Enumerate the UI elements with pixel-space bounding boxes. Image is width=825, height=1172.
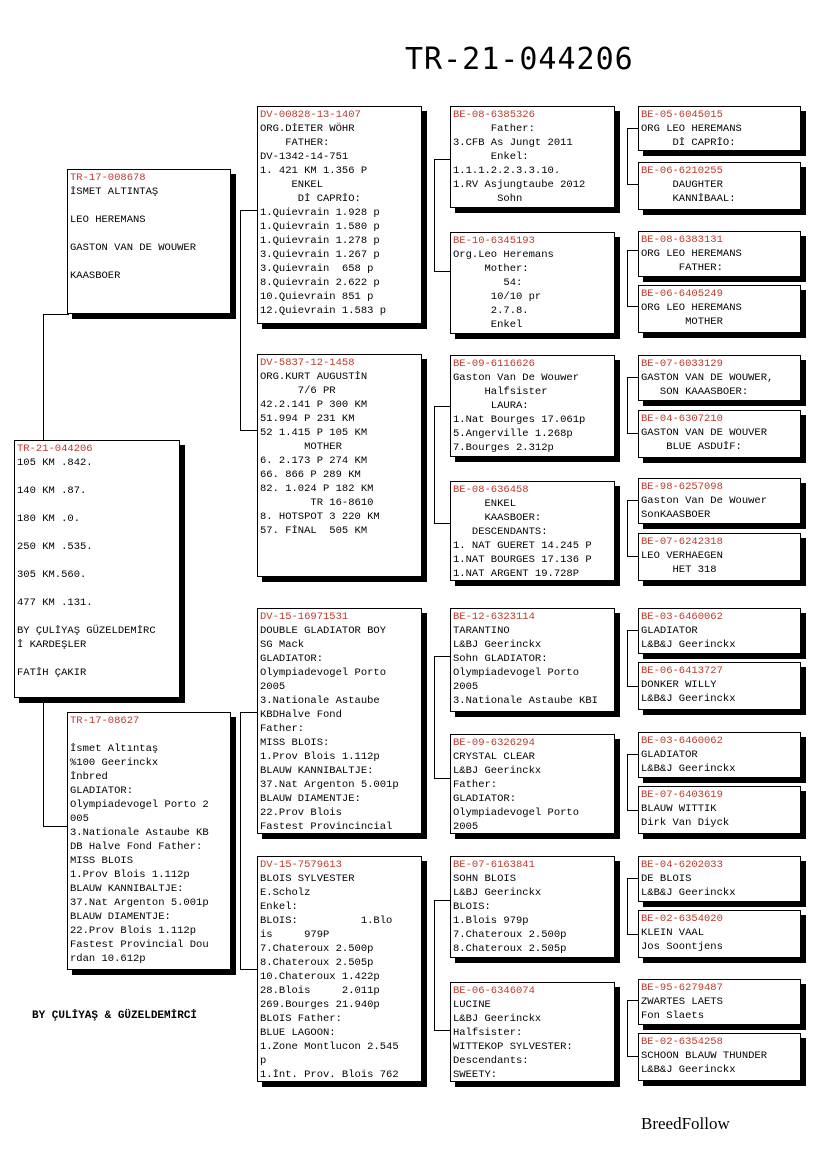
card-text-line [17,498,177,512]
ring-number: BE-98-6257098 [641,481,723,493]
connector-line [43,698,44,826]
card-text-line: BLAUW DIAMENTJE: [260,793,361,805]
card-text-line: Jos Soontjens [641,941,723,953]
card-text-line: 10.Quievrain 851 p [260,291,374,303]
ring-number: BE-07-6163841 [453,859,535,871]
pedigree-card-g15[interactable] [638,979,801,1025]
pedigree-card-ss-sire[interactable] [450,106,615,208]
connector-line [43,826,69,827]
card-text-line: 37.Nat Argenton 5.001p [260,779,399,791]
pedigree-card-g8[interactable] [638,533,801,581]
card-text-line [70,728,228,742]
card-text-line: DB Halve Fond Father: [70,841,203,853]
card-text-line: 12.Quievrain 1.583 p [260,305,387,317]
card-text-line: Org.Leo Heremans [453,249,554,261]
pedigree-card-g2[interactable] [638,162,801,210]
card-text-line: E.Scholz [260,887,311,899]
ring-number: BE-95-6279487 [641,982,723,994]
card-text-line: 52 1.415 P 105 KM [260,427,368,439]
card-text-line: DE BLOIS [641,873,692,885]
card-text-line: L&B&J Geerinckx [641,639,736,651]
card-text-line: 250 KM .535. [17,541,93,553]
card-text-line: 8. HOTSPOT 3 220 KM [260,511,380,523]
card-text-line: 2005 [260,681,286,693]
card-text-line: KLEIN VAAL [641,927,705,939]
card-text-line: ZWARTES LAETS [641,996,723,1008]
pedigree-card-g16[interactable] [638,1033,801,1081]
card-text-line: BLAUW WITTIK [641,803,717,815]
connector-line [434,406,435,523]
card-text-line: GLADIATOR: [453,793,517,805]
pedigree-card-ds-dam[interactable] [450,734,615,834]
connector-line [627,1000,628,1056]
card-text-line: 1.NAT ARGENT 19.728P [453,568,580,580]
card-text-line: SOHN BLOIS [453,873,517,885]
card-text-line: 22.Prov Blois [260,807,342,819]
card-text-line: BLOIS: 1.Blo [260,915,393,927]
card-text-line: 51.994 P 231 KM [260,413,355,425]
card-text-line: Mother: [453,263,529,275]
card-text-line: 57. FİNAL 505 KM [260,525,368,537]
card-text-line: Sohn GLADIATOR: [453,653,548,665]
card-text-line: GLADIATOR: [260,653,324,665]
pedigree-card-subject[interactable] [14,440,180,698]
pedigree-card-g7[interactable] [638,478,801,524]
connector-line [240,969,258,970]
card-text-line: GLADIATOR [641,749,698,761]
card-text-line: L&B&J Geerinckx [641,887,736,899]
card-text-line: LEO HEREMANS [70,214,146,226]
card-text-line: CRYSTAL CLEAR [453,751,535,763]
card-text-line: 005 [70,813,89,825]
card-text-line: Dİ CAPRİO: [260,193,361,205]
card-text-line: ENKEL [260,179,324,191]
card-text-line [70,255,228,269]
ring-number: BE-05-6045015 [641,109,723,121]
pedigree-card-dam-sire[interactable] [257,608,422,834]
card-text-line [17,610,177,624]
card-text-line: DESCENDANTS: [453,526,548,538]
pedigree-card-g5[interactable] [638,355,801,401]
pedigree-card-sd-dam[interactable] [450,481,615,581]
ring-number: BE-10-6345193 [453,235,535,247]
card-text-line [17,526,177,540]
card-text-line: Olympiadevogel Porto [453,807,580,819]
card-text-line: Gaston Van De Wouwer [641,495,768,507]
ring-number: BE-04-6202033 [641,859,723,871]
card-text-line: 8.Chateroux 2.505p [260,957,374,969]
card-text-line: Halfsister: [453,1027,523,1039]
card-text-line: ORG.DİETER WÖHR [260,123,355,135]
connector-line [627,128,628,184]
card-text-line: 7.Bourges 2.312p [453,442,554,454]
connector-line [240,712,258,713]
card-text-line: 8.Chateroux 2.505p [453,943,567,955]
pedigree-card-sire[interactable] [67,169,231,314]
card-text-line: 8.Quievrain 2.622 p [260,277,380,289]
card-text-line: rdan 10.612p [70,953,146,965]
ring-number: BE-07-6242318 [641,536,723,548]
ring-number: BE-02-6354258 [641,1036,723,1048]
card-text-line: Olympiadevogel Porto [260,667,387,679]
connector-line [240,210,241,430]
card-text-line: SCHOON BLAUW THUNDER [641,1050,768,1062]
card-text-line: HET 318 [641,564,717,576]
ring-number: BE-08-6385326 [453,109,535,121]
pedigree-card-sd-sire[interactable] [450,355,615,457]
card-text-line: 140 KM .87. [17,485,87,497]
card-text-line: 1.Zone Montlucon 2.545 [260,1041,399,1053]
card-text-line: Enkel [453,319,523,331]
card-text-line: 1.Quievrain 1.278 p [260,235,380,247]
connector-line [434,656,435,778]
card-text-line: 477 KM .131. [17,597,93,609]
ring-number: BE-12-6323114 [453,611,535,623]
card-text-line: 1.RV Asjungtaube 2012 [453,179,586,191]
card-text-line: BY ÇULİYAŞ GÜZELDEMİRC [17,625,156,637]
card-text-line: DONKER WILLY [641,679,717,691]
card-text-line: KAASBOER [70,270,121,282]
card-text-line: 305 KM.560. [17,569,87,581]
card-text-line: SON KAAASBOER: [641,386,749,398]
connector-line [627,754,628,810]
card-text-line: 1.Prov Blois 1.112p [70,869,190,881]
card-text-line: 82. 1.024 P 182 KM [260,483,374,495]
card-text-line: 3.Quievrain 1.267 p [260,249,380,261]
ring-number: BE-03-6460062 [641,611,723,623]
card-text-line: L&B&J Geerinckx [641,1064,736,1076]
card-text-line: 1.Prov Blois 1.112p [260,751,380,763]
card-text-line: p [260,1055,267,1067]
pedigree-card-dam-dam[interactable] [257,856,422,1082]
card-text-line: İnbred [70,771,108,783]
pedigree-card-g6[interactable] [638,410,801,458]
card-text-line: 1.NAT BOURGES 17.136 P [453,554,592,566]
card-text-line: KBDHalve Fond [260,709,342,721]
ring-number: BE-09-6326294 [453,737,535,749]
card-text-line: Father: [453,779,498,791]
card-text-line [17,652,177,666]
card-text-line: SonKAASBOER [641,509,711,521]
card-text-line: LAURA: [453,400,529,412]
connector-line [627,500,628,556]
ring-number: BE-02-6354020 [641,913,723,925]
ring-number: DV-15-16971531 [260,611,349,623]
ring-number: TR-21-044206 [17,443,93,455]
card-text-line: BLAUW KANNIBALTJE: [70,883,184,895]
pedigree-card-g13[interactable] [638,856,801,902]
card-text-line: GASTON VAN DE WOUWER [70,242,197,254]
pedigree-card-g10[interactable] [638,662,801,710]
card-text-line: 1.Blois 979p [453,915,529,927]
card-text-line: L&B&J Geerinckx [641,693,736,705]
ring-number: BE-06-6346074 [453,985,535,997]
card-text-line: Enkel: [260,901,298,913]
ring-number: BE-07-6033129 [641,358,723,370]
card-text-line: 2005 [453,821,479,833]
card-text-line: DAUGHTER [641,179,723,191]
card-text-line: ORG LEO HEREMANS [641,302,742,314]
card-text-line: 5.Angerville 1.268p [453,428,573,440]
pedigree-card-g12[interactable] [638,786,801,834]
card-text-line: 1. 421 KM 1.356 P [260,165,368,177]
breeder-footer: BY ÇULİYAŞ & GÜZELDEMİRCİ [32,1010,198,1022]
card-text-line: ORG.KURT AUGUSTİN [260,371,368,383]
page-title: TR-21-044206 [405,42,634,77]
card-text-line: Descendants: [453,1055,529,1067]
card-text-line: L&BJ Geerinckx [453,887,542,899]
card-text-line: 6. 2.173 P 274 KM [260,455,368,467]
card-text-line: 1.Nat Bourges 17.061p [453,414,586,426]
card-text-line: 3.CFB As Jungt 2011 [453,137,573,149]
ring-number: BE-08-6383131 [641,234,723,246]
card-text-line: DOUBLE GLADIATOR BOY [260,625,387,637]
card-text-line [70,227,228,241]
card-text-line: %100 Geerinckx [70,757,159,769]
card-text-line: 105 KM .842. [17,457,93,469]
card-text-line: is 979P [260,929,330,941]
card-text-line [17,554,177,568]
card-text-line: Halfsister [453,386,548,398]
card-text-line: 2.7.8. [453,305,529,317]
card-text-line: TR 16-8610 [260,497,374,509]
connector-line [627,377,628,433]
connector-line [434,159,435,271]
ring-number: BE-06-6210255 [641,165,723,177]
card-text-line: 28.Blois 2.011p [260,985,380,997]
card-text-line: Gaston Van De Wouwer [453,372,580,384]
ring-number: BE-07-6403619 [641,789,723,801]
card-text-line: 3.Nationale Astaube [260,695,380,707]
card-text-line: GLADIATOR [641,625,698,637]
card-text-line: Fon Slaets [641,1010,705,1022]
pedigree-card-sire-dam[interactable] [257,354,422,577]
card-text-line: KAASBOER: [453,512,542,524]
card-text-line: 1. NAT GUERET 14.245 P [453,540,592,552]
connector-line [240,430,258,431]
card-text-line: MISS BLOIS [70,855,134,867]
pedigree-card-g3[interactable] [638,231,801,277]
pedigree-card-g1[interactable] [638,106,801,151]
card-text-line: FATİH ÇAKIR [17,667,87,679]
pedigree-card-g4[interactable] [638,285,801,333]
card-text-line: 66. 866 P 289 KM [260,469,361,481]
ring-number: BE-03-6460062 [641,735,723,747]
card-text-line [17,582,177,596]
pedigree-card-g14[interactable] [638,910,801,958]
card-text-line: LEO VERHAEGEN [641,550,723,562]
card-text-line: 1.İnt. Prov. Blois 762 [260,1069,399,1081]
card-text-line: GASTON VAN DE WOUVER [641,427,768,439]
card-text-line: Enkel: [453,151,529,163]
ring-number: BE-04-6307210 [641,413,723,425]
connector-line [43,314,44,440]
card-text-line: 42.2.141 P 300 KM [260,399,368,411]
card-text-line: MISS BLOIS: [260,737,330,749]
card-text-line: BLAUW KANNIBALTJE: [260,765,374,777]
card-text-line: Sohn [453,193,523,205]
ring-number: DV-5837-12-1458 [260,357,355,369]
card-text-line: L&B&J Geerinckx [641,763,736,775]
connector-line [240,210,258,211]
ring-number: TR-17-008678 [70,172,146,184]
card-text-line: İsmet Altıntaş [70,743,159,755]
card-text-line: L&BJ Geerinckx [453,1013,542,1025]
brand-logo-text: BreedFollow [641,1114,730,1133]
connector-line [627,878,628,934]
connector-line [627,630,628,686]
card-text-line: 10.Chateroux 1.422p [260,971,380,983]
card-text-line: 7.Chateroux 2.500p [453,929,567,941]
card-text-line: Olympiadevogel Porto [453,667,580,679]
card-text-line: DV-1342-14-751 [260,151,349,163]
card-text-line: Fastest Provincial Dou [70,939,209,951]
card-text-line: 180 KM .0. [17,513,81,525]
connector-line [240,712,241,969]
card-text-line: Dirk Van Diyck [641,817,730,829]
card-text-line: ORG LEO HEREMANS [641,123,742,135]
connector-line [43,314,69,315]
card-text-line: 7.Chateroux 2.500p [260,943,374,955]
card-text-line: BLOIS Father: [260,1013,342,1025]
card-text-line: BLUE LAGOON: [260,1027,336,1039]
card-text-line: 3.Nationale Astaube KBI [453,695,598,707]
card-text-line: MOTHER [260,441,342,453]
ring-number: BE-09-6116626 [453,358,535,370]
card-text-line: FATHER: [260,137,330,149]
card-text-line [70,199,228,213]
card-text-line: 269.Bourges 21.940p [260,999,380,1011]
pedigree-card-dam[interactable] [67,712,231,970]
card-text-line: 1.Quievrain 1.580 p [260,221,380,233]
card-text-line: GASTON VAN DE WOUWER, [641,372,774,384]
card-text-line: BLAUW DIAMENTJE: [70,911,171,923]
card-text-line: İ KARDEŞLER [17,639,87,651]
card-text-line: SWEETY: [453,1069,498,1081]
pedigree-card-g11[interactable] [638,732,801,778]
card-text-line: 54: [453,277,523,289]
pedigree-card-sire-sire[interactable] [257,106,422,324]
ring-number: BE-06-6413727 [641,665,723,677]
card-text-line: LUCINE [453,999,491,1011]
card-text-line: SG Mack [260,639,305,651]
card-text-line: 10/10 pr [453,291,542,303]
card-text-line: BLUE ASDUİF: [641,441,742,453]
card-text-line: 22.Prov Blois 1.112p [70,925,197,937]
card-text-line: Olympiadevogel Porto 2 [70,799,209,811]
connector-line [627,250,628,306]
card-text-line: 37.Nat Argenton 5.001p [70,897,209,909]
pedigree-card-ss-dam[interactable] [450,232,615,334]
card-text-line: 2005 [453,681,479,693]
card-text-line: ENKEL [453,498,517,510]
pedigree-card-g9[interactable] [638,608,801,654]
ring-number: DV-15-7579613 [260,859,342,871]
card-text-line: ORG LEO HEREMANS [641,248,742,260]
card-text-line: Father: [453,123,535,135]
card-text-line: Father: [260,723,305,735]
card-text-line: MOTHER [641,316,723,328]
card-text-line: İSMET ALTINTAŞ [70,186,159,198]
card-text-line: WITTEKOP SYLVESTER: [453,1041,573,1053]
card-text-line: 1.1.1.2.2.3.3.10. [453,165,561,177]
pedigree-card-dd-dam[interactable] [450,982,615,1082]
ring-number: DV-00828-13-1407 [260,109,361,121]
pedigree-card-dd-sire[interactable] [450,856,615,958]
card-text-line: 3.Quievrain 658 p [260,263,374,275]
connector-line [434,900,435,1030]
card-text-line: BLOIS: [453,901,491,913]
card-text-line: GLADIATOR: [70,785,134,797]
ring-number: BE-08-636458 [453,484,529,496]
card-text-line: KANNİBAAL: [641,193,736,205]
pedigree-card-ds-sire[interactable] [450,608,615,712]
card-text-line: Fastest Provincincial [260,821,393,833]
card-text-line [17,470,177,484]
card-text-line: BLOIS SYLVESTER [260,873,355,885]
card-text-line: 7/6 PR [260,385,336,397]
ring-number: TR-17-08627 [70,715,140,727]
card-text-line: 1.Quievrain 1.928 p [260,207,380,219]
card-text-line: L&BJ Geerinckx [453,639,542,651]
card-text-line: TARANTINO [453,625,510,637]
card-text-line: FATHER: [641,262,723,274]
card-text-line: Dİ CAPRİO: [641,137,736,149]
card-text-line: 3.Nationale Astaube KB [70,827,209,839]
ring-number: BE-06-6405249 [641,288,723,300]
card-text-line: L&BJ Geerinckx [453,765,542,777]
